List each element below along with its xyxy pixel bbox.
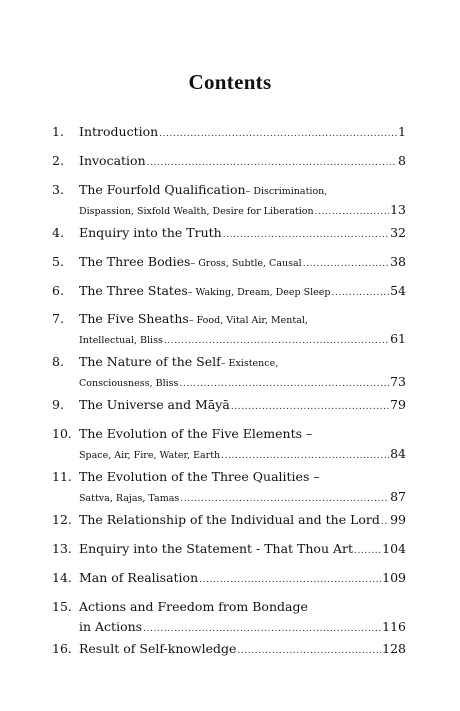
toc-entry-line bbox=[79, 619, 406, 635]
toc-entry-line bbox=[79, 512, 406, 528]
toc-entry-body bbox=[79, 599, 406, 635]
toc-entry-title: The Three Bodies bbox=[79, 254, 191, 269]
toc-entry-number: 4. bbox=[52, 225, 64, 240]
toc-entry-title: Enquiry into the Statement - That Thou Art bbox=[79, 541, 354, 556]
dot-leader bbox=[237, 643, 381, 659]
toc-entry-page-number: 104 bbox=[382, 541, 406, 556]
toc-entry-subtitle: Space, Air, Fire, Water, Earth bbox=[79, 450, 221, 461]
toc-entry-title: Man of Realisation bbox=[79, 570, 199, 585]
toc-entry-line bbox=[79, 254, 406, 270]
toc-entry-line bbox=[79, 331, 406, 347]
toc-entry-page-number: 87 bbox=[390, 489, 406, 504]
toc-entry-number: 13. bbox=[52, 541, 72, 556]
toc-entry[interactable] bbox=[0, 311, 460, 345]
toc-entry-title: in Actions bbox=[79, 619, 143, 634]
toc-entry-page-number: 99 bbox=[390, 512, 406, 527]
toc-entry-subtitle: Intellectual, Bliss bbox=[79, 335, 163, 346]
toc-entry-body bbox=[79, 570, 406, 586]
dot-leader bbox=[164, 333, 389, 349]
toc-entry-body bbox=[79, 397, 406, 413]
toc-entry-title: The Five Sheaths bbox=[79, 311, 189, 326]
page-title: Contents bbox=[188, 70, 272, 94]
toc-entry-line bbox=[79, 374, 406, 390]
dot-leader bbox=[223, 227, 389, 243]
toc-entry-page-number: 1 bbox=[398, 124, 406, 139]
toc-entry-number: 16. bbox=[52, 641, 72, 656]
toc-entry[interactable] bbox=[0, 354, 460, 388]
toc-entry-title: The Fourfold Qualification bbox=[79, 182, 246, 197]
toc-entry-page-number: 32 bbox=[390, 225, 406, 240]
dot-leader bbox=[199, 572, 381, 588]
toc-entry-page-number: 109 bbox=[382, 570, 406, 585]
toc-entry-body bbox=[79, 124, 406, 140]
dot-leader bbox=[159, 126, 397, 142]
toc-entry-line bbox=[79, 599, 406, 615]
dot-leader bbox=[231, 399, 389, 415]
toc-entry-number: 11. bbox=[52, 469, 72, 484]
toc-entry-body bbox=[79, 311, 406, 347]
toc-entry-number: 3. bbox=[52, 182, 64, 197]
toc-entry-number: 12. bbox=[52, 512, 72, 527]
dot-leader bbox=[332, 285, 390, 301]
toc-entry-line bbox=[79, 182, 406, 198]
toc-entry-body bbox=[79, 182, 406, 218]
toc-entry-number: 10. bbox=[52, 426, 72, 441]
toc-entry-subtitle: – Waking, Dream, Deep Sleep bbox=[187, 287, 331, 298]
toc-entry-line bbox=[79, 311, 406, 327]
toc-entry-line bbox=[79, 641, 406, 657]
toc-entry-page-number: 61 bbox=[390, 331, 406, 346]
toc-entry-number: 15. bbox=[52, 599, 72, 614]
toc-entry-page-number: 8 bbox=[398, 153, 406, 168]
dot-leader bbox=[381, 514, 389, 530]
toc-entry-page-number: 116 bbox=[382, 619, 406, 634]
toc-entry-subtitle: Sattva, Rajas, Tamas bbox=[79, 493, 180, 504]
toc-entry-number: 5. bbox=[52, 254, 64, 269]
toc-entry-line bbox=[79, 469, 406, 485]
toc-entry[interactable] bbox=[0, 182, 460, 216]
dot-leader bbox=[303, 256, 389, 272]
toc-entry-line bbox=[79, 446, 406, 462]
dot-leader bbox=[179, 376, 389, 392]
toc-entry-line bbox=[79, 570, 406, 586]
toc-entry-title: Result of Self-knowledge bbox=[79, 641, 237, 656]
toc-entry-title: The Universe and Māyā bbox=[79, 397, 230, 412]
toc-entry-number: 9. bbox=[52, 397, 64, 412]
toc-entry-body bbox=[79, 254, 406, 270]
toc-entry-line bbox=[79, 225, 406, 241]
dot-leader bbox=[354, 543, 381, 559]
toc-entry-title: The Evolution of the Five Elements – bbox=[79, 426, 313, 441]
toc-entry-number: 1. bbox=[52, 124, 64, 139]
toc-entry-body bbox=[79, 426, 406, 462]
toc-entry-number: 7. bbox=[52, 311, 64, 326]
toc-entry-subtitle: Dispassion, Sixfold Wealth, Desire for Liberation bbox=[79, 206, 314, 217]
toc-entry-body bbox=[79, 354, 406, 390]
toc-entry-title: The Relationship of the Individual and the Lord bbox=[79, 512, 380, 527]
toc-entry-page-number: 73 bbox=[390, 374, 406, 389]
toc-entry-line bbox=[79, 397, 406, 413]
toc-entry-subtitle: – Existence, bbox=[220, 358, 279, 369]
toc-entry-subtitle: Consciousness, Bliss bbox=[79, 378, 179, 389]
toc-entry-page-number: 84 bbox=[390, 446, 406, 461]
toc-entry-page-number: 13 bbox=[390, 202, 406, 217]
toc-entry-line bbox=[79, 124, 406, 140]
toc-entry-number: 8. bbox=[52, 354, 64, 369]
toc-entry-number: 2. bbox=[52, 153, 64, 168]
toc-entry-line bbox=[79, 153, 406, 169]
dot-leader bbox=[147, 155, 397, 171]
toc-entry-title: Invocation bbox=[79, 153, 146, 168]
toc-entry-line bbox=[79, 354, 406, 370]
dot-leader bbox=[315, 204, 390, 220]
toc-entry-subtitle: – Discrimination, bbox=[245, 186, 328, 197]
toc-entry[interactable] bbox=[0, 641, 460, 675]
toc-entry-body bbox=[79, 153, 406, 169]
toc-entry-page-number: 38 bbox=[390, 254, 406, 269]
dot-leader bbox=[143, 621, 381, 637]
toc-entry-body bbox=[79, 469, 406, 505]
toc-entry-page-number: 128 bbox=[382, 641, 406, 656]
toc-entry-title: Enquiry into the Truth bbox=[79, 225, 222, 240]
toc-entry-page-number: 54 bbox=[390, 283, 406, 298]
toc-entry-title: The Evolution of the Three Qualities – bbox=[79, 469, 320, 484]
toc-entry-title: The Nature of the Self bbox=[79, 354, 221, 369]
toc-entry[interactable] bbox=[0, 426, 460, 460]
toc-entry-body bbox=[79, 641, 406, 657]
toc-entry-line bbox=[79, 202, 406, 218]
toc-entry-body bbox=[79, 225, 406, 241]
toc-entry-title: Actions and Freedom from Bondage bbox=[79, 599, 308, 614]
toc-entry[interactable] bbox=[0, 469, 460, 503]
toc-entry-subtitle: – Gross, Subtle, Causal bbox=[190, 258, 302, 269]
toc-entry-subtitle: – Food, Vital Air, Mental, bbox=[188, 315, 308, 326]
toc-entry-body bbox=[79, 283, 406, 299]
toc-entry-page-number: 79 bbox=[390, 397, 406, 412]
toc-entry-line bbox=[79, 283, 406, 299]
toc-entry-line bbox=[79, 489, 406, 505]
toc-entry-number: 14. bbox=[52, 570, 72, 585]
dot-leader bbox=[180, 491, 389, 507]
toc-entry-title: The Three States bbox=[79, 283, 188, 298]
toc-entry[interactable] bbox=[0, 599, 460, 633]
toc-entry-line bbox=[79, 541, 406, 557]
toc-entry-number: 6. bbox=[52, 283, 64, 298]
toc-entry-body bbox=[79, 512, 406, 528]
toc-entry-body bbox=[79, 541, 406, 557]
dot-leader bbox=[221, 448, 389, 464]
toc-entry-line bbox=[79, 426, 406, 442]
toc-entry-title: Introduction bbox=[79, 124, 159, 139]
